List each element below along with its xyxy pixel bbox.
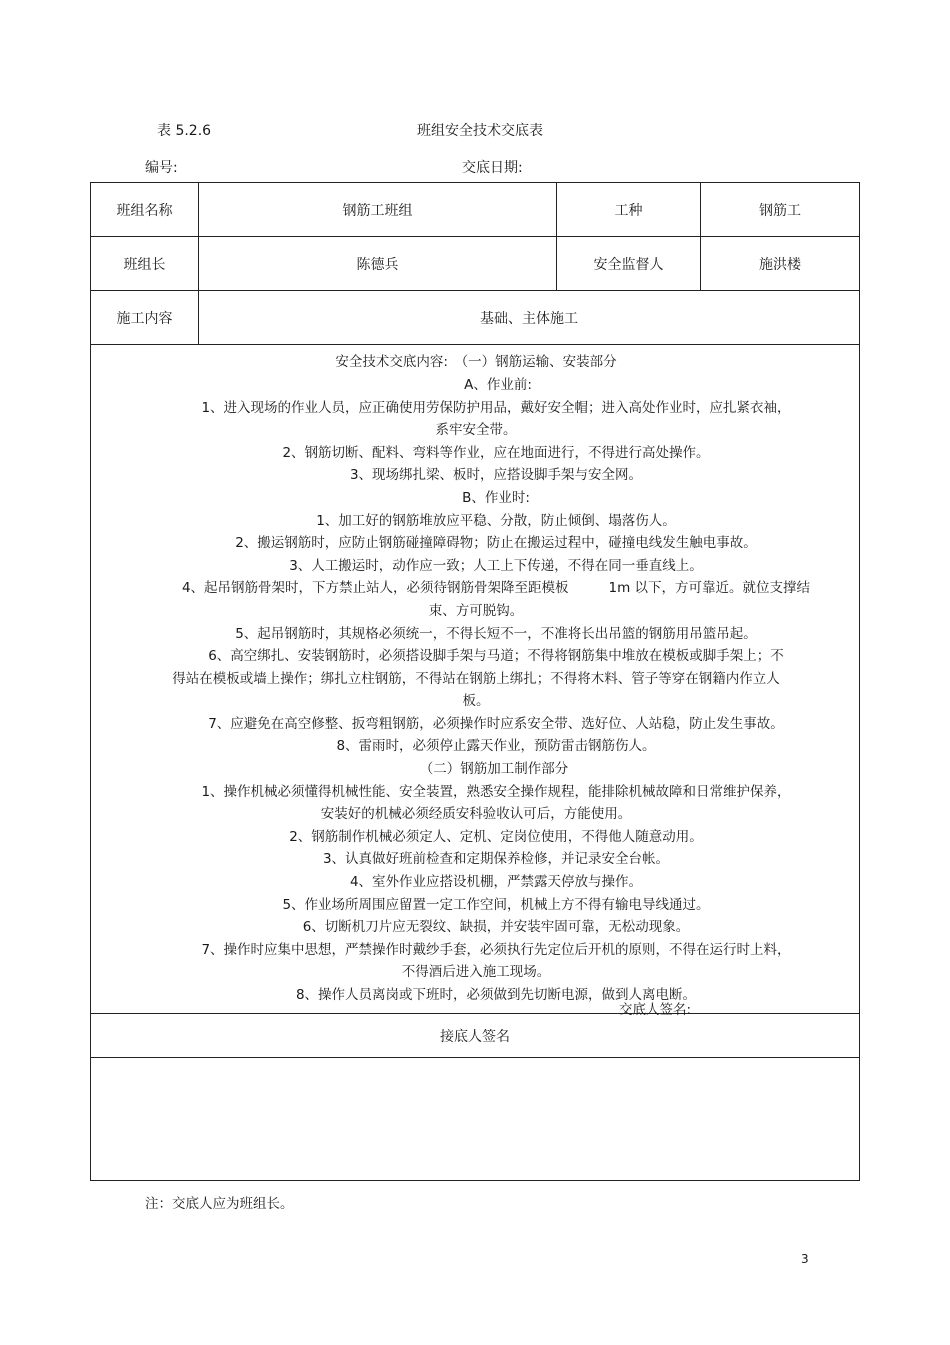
briefer-signature-label: 交底人签名: xyxy=(619,1002,692,1019)
team-row xyxy=(91,183,860,237)
safety-briefing-table xyxy=(90,182,860,1181)
item-c8: 8、操作人员离岗或下班时，必须做到先切断电源，做到人离电断。 xyxy=(295,987,697,1004)
item-b1: 1、加工好的钢筋堆放应平稳、分散，防止倾倒、塌落伤人。 xyxy=(316,512,676,529)
item-a2: 2、钢筋切断、配料、弯料等作业，应在地面进行，不得进行高处操作。 xyxy=(282,444,710,461)
item-b8: 8、雷雨时，必须停止露天作业，预防雷击钢筋伤人。 xyxy=(336,738,656,755)
item-c7-line1: 7、操作时应集中思想，严禁操作时戴纱手套，必须执行先定位后开机的原则，不得在运行时上料， xyxy=(201,941,791,958)
item-c7-line2: 不得酒后进入施工现场。 xyxy=(401,964,551,981)
work-content-label: 施工内容 xyxy=(91,291,199,345)
trade-label: 工种 xyxy=(557,183,701,237)
page-number: 3 xyxy=(801,1252,809,1266)
item-b4-line1 xyxy=(97,577,855,600)
receiver-signature-row xyxy=(91,1058,860,1181)
section-a-heading: A、作业前: xyxy=(464,376,532,393)
item-b7: 7、应避免在高空修整、扳弯粗钢筋，必须操作时应系安全带、选好位、人站稳，防止发生事故。 xyxy=(208,715,784,732)
team-name-label: 班组名称 xyxy=(91,183,199,237)
leader-row xyxy=(91,237,860,291)
item-c5: 5、作业场所周围应留置一定工作空间，机械上方不得有输电导线通过。 xyxy=(282,896,710,913)
item-b6-line2: 得站在模板或墙上操作；绑扎立柱钢筋，不得站在钢筋上绑扎；不得将木料、管子等穿在钢籍内作立人 xyxy=(172,670,780,687)
team-name-value: 钢筋工班组 xyxy=(199,183,557,237)
item-b5: 5、起吊钢筋时，其规格必须统一，不得长短不一，不准将长出吊篮的钢筋用吊篮吊起。 xyxy=(235,625,757,642)
item-c6: 6、切断机刀片应无裂纹、缺损，并安装牢固可靠，无松动现象。 xyxy=(302,919,690,936)
team-leader-label: 班组长 xyxy=(91,237,199,291)
serial-number-label: 编号: xyxy=(145,160,178,176)
item-a3: 3、现场绑扎梁、板时，应搭设脚手架与安全网。 xyxy=(349,467,643,484)
item-a1-line2: 系牢安全带。 xyxy=(435,422,517,439)
item-c1-line1: 1、操作机械必须懂得机械性能、安全装置，熟悉安全操作规程，能排除机械故障和日常维护保养， xyxy=(201,783,791,800)
part2-heading: （二）钢筋加工制作部分 xyxy=(419,761,569,778)
item-b6-line1: 6、高空绑扎、安装钢筋时，必须搭设脚手架与马道；不得将钢筋集中堆放在模板或脚手架上；不 xyxy=(208,648,784,665)
item-b4-text-b: 1m 以下，方可靠近。就位支撑结 xyxy=(608,580,811,597)
briefing-date-label: 交底日期: xyxy=(462,160,523,176)
item-b4-line2: 束、方可脱钩。 xyxy=(428,602,524,619)
briefing-content xyxy=(91,351,859,1019)
footnote: 注：交底人应为班组长。 xyxy=(145,1196,294,1212)
safety-supervisor-value: 施洪楼 xyxy=(701,237,860,291)
receiver-signature-label: 接底人签名 xyxy=(91,1014,860,1058)
safety-supervisor-label: 安全监督人 xyxy=(557,237,701,291)
team-leader-value: 陈德兵 xyxy=(199,237,557,291)
receiver-row xyxy=(91,1014,860,1058)
item-a1-line1: 1、进入现场的作业人员，应正确使用劳保防护用品，戴好安全帽；进入高处作业时，应扎紧衣袖， xyxy=(201,399,791,416)
content-row xyxy=(91,345,860,1014)
receiver-signature-area[interactable] xyxy=(91,1058,860,1181)
item-b3: 3、人工搬运时，动作应一致；人工上下传递，不得在同一垂直线上。 xyxy=(289,557,703,574)
item-b2: 2、搬运钢筋时，应防止钢筋碰撞障碍物；防止在搬运过程中，碰撞电线发生触电事故。 xyxy=(235,535,757,552)
work-content-value: 基础、主体施工 xyxy=(199,291,860,345)
content-heading: 安全技术交底内容: （一）钢筋运输、安装部分 xyxy=(335,354,617,371)
item-c1-line2: 安装好的机械必须经质安科验收认可后，方能使用。 xyxy=(320,806,632,823)
document-title: 班组安全技术交底表 xyxy=(417,123,543,139)
item-c3: 3、认真做好班前检查和定期保养检修，并记录安全台帐。 xyxy=(322,851,670,868)
section-b-heading: B、作业时: xyxy=(462,489,530,506)
work-row xyxy=(91,291,860,345)
item-b4-text-a: 4、起吊钢筋骨架时，下方禁止站人，必须待钢筋骨架降至距模板 xyxy=(181,580,569,597)
briefing-content-cell xyxy=(91,345,860,1019)
item-b6-line3: 板。 xyxy=(462,693,490,710)
item-c2: 2、钢筋制作机械必须定人、定机、定岗位使用，不得他人随意动用。 xyxy=(289,828,703,845)
trade-value: 钢筋工 xyxy=(701,183,860,237)
item-c4: 4、室外作业应搭设机棚，严禁露天停放与操作。 xyxy=(349,874,643,891)
form-number: 表 5.2.6 xyxy=(157,123,212,139)
